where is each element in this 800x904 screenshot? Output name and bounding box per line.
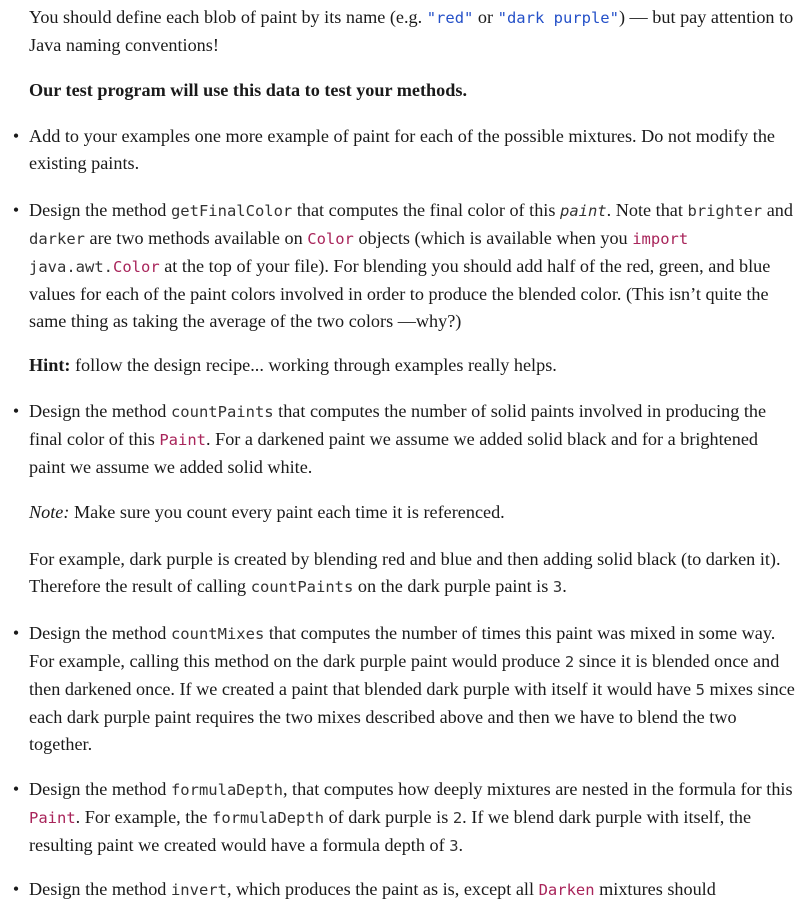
text-segment: . For example, the bbox=[75, 807, 213, 827]
code-countpaints: countPaints bbox=[250, 578, 354, 596]
list-item-get-final-color bbox=[29, 197, 795, 335]
hint-label: Hint: bbox=[29, 355, 71, 375]
list-item-add-examples bbox=[29, 123, 795, 177]
bullet-marker: • bbox=[12, 126, 20, 146]
text-segment: . Note that bbox=[606, 200, 688, 220]
text-segment: of dark purple is bbox=[324, 807, 453, 827]
code-getfinalcolor: getFinalColor bbox=[170, 202, 293, 220]
text-segment: Design the method bbox=[29, 879, 171, 899]
hint-paragraph bbox=[29, 352, 795, 379]
code-paint-italic: paint bbox=[559, 202, 607, 220]
code-number: 3 bbox=[552, 578, 563, 596]
text-segment: You should define each blob of paint by its name (e.g. bbox=[29, 7, 427, 27]
code-number: 2 bbox=[564, 653, 575, 671]
code-number: 3 bbox=[449, 837, 459, 855]
list-item-count-mixes bbox=[29, 620, 795, 758]
bold-statement: Our test program will use this data to test your methods. bbox=[29, 80, 468, 100]
code-color-class: Color bbox=[307, 230, 354, 248]
bullet-marker: • bbox=[12, 879, 20, 899]
text-segment: or bbox=[473, 7, 498, 27]
note-label: Note: bbox=[29, 502, 70, 522]
text-segment: Design the method bbox=[29, 401, 171, 421]
code-darken-class: Darken bbox=[538, 881, 595, 899]
code-formuladepth: formulaDepth bbox=[212, 809, 325, 827]
text-segment: are two methods available on bbox=[85, 228, 308, 248]
text-segment: that computes the number of times this paint was mixed in some way. For example, calling this method on the dark purple paint would produce bbox=[29, 623, 776, 671]
code-darker: darker bbox=[29, 230, 85, 248]
bullet-marker: • bbox=[12, 401, 20, 421]
text-segment: Add to your examples one more example of paint for each of the possible mixtures. Do not modify the existing paints. bbox=[29, 126, 776, 173]
text-segment: For example, dark purple is created by blending red and blue and then adding solid black (to darken it). Therefore the result of calling bbox=[29, 549, 781, 596]
code-paint-class: Paint bbox=[159, 431, 206, 449]
text-segment: , that computes how deeply mixtures are nested in the formula for this bbox=[282, 779, 793, 799]
code-countpaints: countPaints bbox=[170, 403, 274, 421]
text-segment: . For a darkened paint we assume we added solid black and for a brightened paint we assume we added solid white. bbox=[29, 429, 759, 477]
code-java-awt: java.awt. bbox=[29, 258, 113, 276]
text-segment: mixtures should bbox=[594, 879, 716, 899]
text-segment: . bbox=[458, 835, 464, 855]
code-invert: invert bbox=[170, 881, 227, 899]
code-brighter: brighter bbox=[687, 202, 763, 220]
text-segment: that computes the final color of this bbox=[292, 200, 560, 220]
text-segment: that computes the number of solid paints involved in producing the final color of this bbox=[29, 401, 767, 449]
text-segment: follow the design recipe... working through examples really helps. bbox=[70, 355, 557, 375]
code-string-dark-purple: "dark purple" bbox=[497, 9, 619, 27]
bullet-marker: • bbox=[12, 779, 20, 799]
text-segment: ) — but pay attention to Java naming conventions! bbox=[29, 7, 794, 55]
text-segment: . bbox=[562, 576, 567, 596]
list-item-invert bbox=[29, 876, 795, 904]
text-segment: Make sure you count every paint each time it is referenced. bbox=[69, 502, 505, 522]
note-paragraph bbox=[29, 499, 795, 526]
code-countmixes: countMixes bbox=[170, 625, 265, 643]
text-segment: Design the method bbox=[29, 779, 171, 799]
test-program-note bbox=[29, 77, 795, 104]
code-string-red: "red" bbox=[426, 9, 474, 27]
text-segment: Design the method bbox=[29, 200, 171, 220]
list-item-count-paints bbox=[29, 398, 795, 481]
intro-paragraph bbox=[29, 4, 795, 59]
code-number: 5 bbox=[695, 681, 705, 699]
list-item-formula-depth bbox=[29, 776, 795, 860]
code-formuladepth: formulaDepth bbox=[170, 781, 283, 799]
example-paragraph bbox=[29, 546, 795, 601]
bullet-marker: • bbox=[12, 623, 20, 643]
text-segment: objects (which is available when you bbox=[353, 228, 633, 248]
text-segment: . If we blend dark purple with itself, the resulting paint we created would have a formula depth of bbox=[29, 807, 752, 855]
text-segment: , which produces the paint as is, except all bbox=[226, 879, 539, 899]
text-segment: mixes since each dark purple paint requires the two mixes described above and then we have to blend the two together. bbox=[29, 679, 795, 754]
code-import-keyword: import bbox=[632, 230, 689, 248]
text-segment: at the top of your file). For blending you should add half of the red, green, and blue values for each of the paint colors involved in order to produce the blended color. (This isn’t quite the same thing as taking the average of the two colors —why?) bbox=[29, 256, 771, 331]
bullet-marker: • bbox=[12, 200, 20, 220]
text-segment: on the dark purple paint is bbox=[353, 576, 553, 596]
text-segment: since it is blended once and then darkened once. If we created a paint that blended dark purple with itself it would have bbox=[29, 651, 780, 699]
code-number: 2 bbox=[452, 809, 463, 827]
code-paint-class: Paint bbox=[29, 809, 76, 827]
code-color-class: Color bbox=[113, 258, 160, 276]
text-segment: and bbox=[762, 200, 793, 220]
text-segment: Design the method bbox=[29, 623, 171, 643]
